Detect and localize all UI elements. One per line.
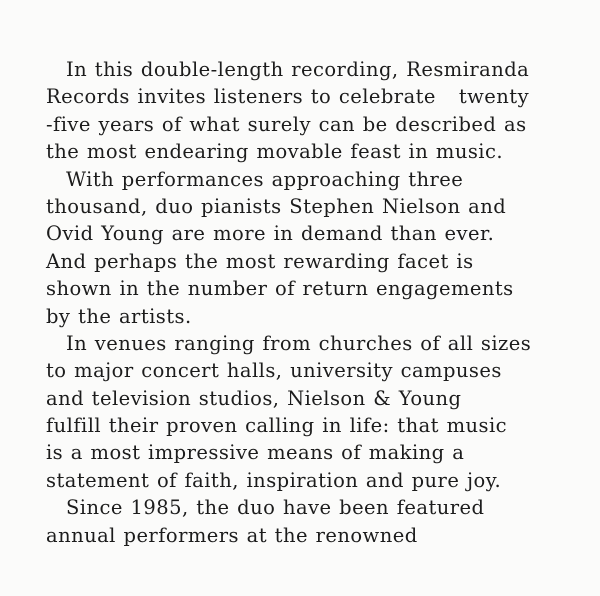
text-line: shown in the number of return engagements bbox=[46, 277, 514, 301]
text-line: annual performers at the renowned bbox=[46, 523, 418, 547]
text-line: In this double-length recording, Resmiranda bbox=[66, 58, 530, 81]
paragraph bbox=[46, 494, 586, 549]
paragraph bbox=[46, 56, 586, 166]
body-text bbox=[46, 56, 586, 549]
text-line: With performances approaching three bbox=[66, 167, 464, 191]
text-line: statement of faith, inspiration and pure joy. bbox=[46, 468, 502, 492]
paragraph bbox=[46, 330, 586, 494]
text-line: In venues ranging from churches of all sizes bbox=[66, 331, 532, 355]
text-line: thousand, duo pianists Stephen Nielson and bbox=[46, 194, 507, 218]
text-line: Records invites listeners to celebrate twenty bbox=[46, 85, 530, 109]
text-line: Ovid Young are more in demand than ever. bbox=[46, 222, 495, 246]
text-line: And perhaps the most rewarding facet is bbox=[46, 249, 474, 273]
paragraph bbox=[46, 166, 586, 330]
text-line: by the artists. bbox=[46, 304, 192, 328]
text-line: to major concert halls, university campuses bbox=[46, 359, 502, 383]
text-line: Since 1985, the duo have been featured bbox=[66, 496, 485, 520]
text-line: and television studios, Nielson & Young bbox=[46, 386, 462, 410]
text-line: is a most impressive means of making a bbox=[46, 441, 465, 465]
text-line: -five years of what surely can be described as bbox=[46, 112, 527, 136]
text-line: fulfill their proven calling in life: that music bbox=[46, 414, 508, 438]
text-line: the most endearing movable feast in music. bbox=[46, 140, 504, 164]
